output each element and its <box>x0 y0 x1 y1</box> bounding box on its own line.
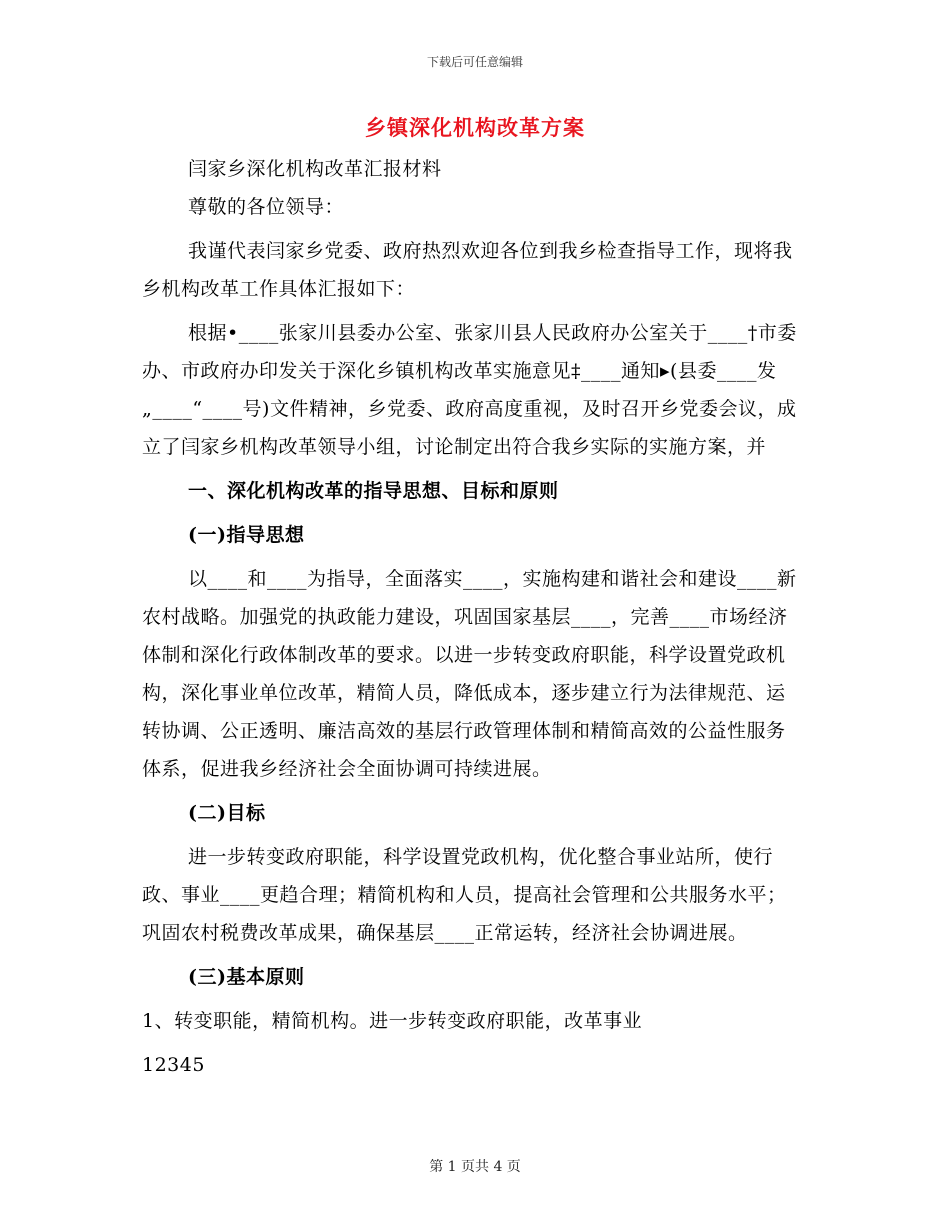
salutation: 尊敬的各位领导： <box>188 196 345 218</box>
guiding-ideology-paragraph: 以____和____为指导，全面落实____，实施构建和谐社会和建设____新农村战略。加强党的执政能力建设，巩固国家基层____，完善____市场经济体制和深化行政体制改革的要求。以进一步转变政府职能，科学设置党政机构，深化事业单位改革，精简人员，降低成本，逐步建立行为法律规范、运转协调、公正透明、廉洁高效的基层行政管理体制和精简高效的公益性服务体系，促进我乡经济社会全面协调可持续进展。 <box>142 568 797 780</box>
report-subtitle: 闫家乡深化机构改革汇报材料 <box>188 158 442 180</box>
document-body <box>142 150 802 1084</box>
principle-item-1: 1、转变职能，精简机构。进一步转变政府职能，改革事业 <box>142 1010 643 1032</box>
page-header-note: 下载后可任意编辑 <box>426 55 523 69</box>
basis-paragraph: 根据•____张家川县委办公室、张家川县人民政府办公室关于____†市委办、市政府办印发关于深化乡镇机构改革实施意见‡____通知▸(县委____发„____“____号)文件精神，乡党委、政府高度重视，及时召开乡党委会议，成立了闫家乡机构改革领导小组，讨论制定出符合我乡实际的实施方案，并 <box>142 322 797 458</box>
subsection-heading-principles: (三)基本原则 <box>188 966 305 988</box>
subsection-heading-guiding-ideology: (一)指导思想 <box>188 524 305 546</box>
section-heading-1: 一、深化机构改革的指导思想、目标和原则 <box>188 480 559 502</box>
document-title: 乡镇深化机构改革方案 <box>365 115 585 140</box>
goals-paragraph: 进一步转变政府职能，科学设置党政机构，优化整合事业站所，使行政、事业____更趋合理；精简机构和人员，提高社会管理和公共服务水平；巩固农村税费改革成果，确保基层____正常运转，经济社会协调进展。 <box>142 846 787 944</box>
subsection-heading-goals: (二)目标 <box>188 802 266 824</box>
intro-paragraph: 我谨代表闫家乡党委、政府热烈欢迎各位到我乡检查指导工作，现将我乡机构改革工作具体汇报如下： <box>142 240 793 300</box>
trailing-number: 12345 <box>142 1054 205 1076</box>
page-footer: 第 1 页共 4 页 <box>429 1159 521 1175</box>
